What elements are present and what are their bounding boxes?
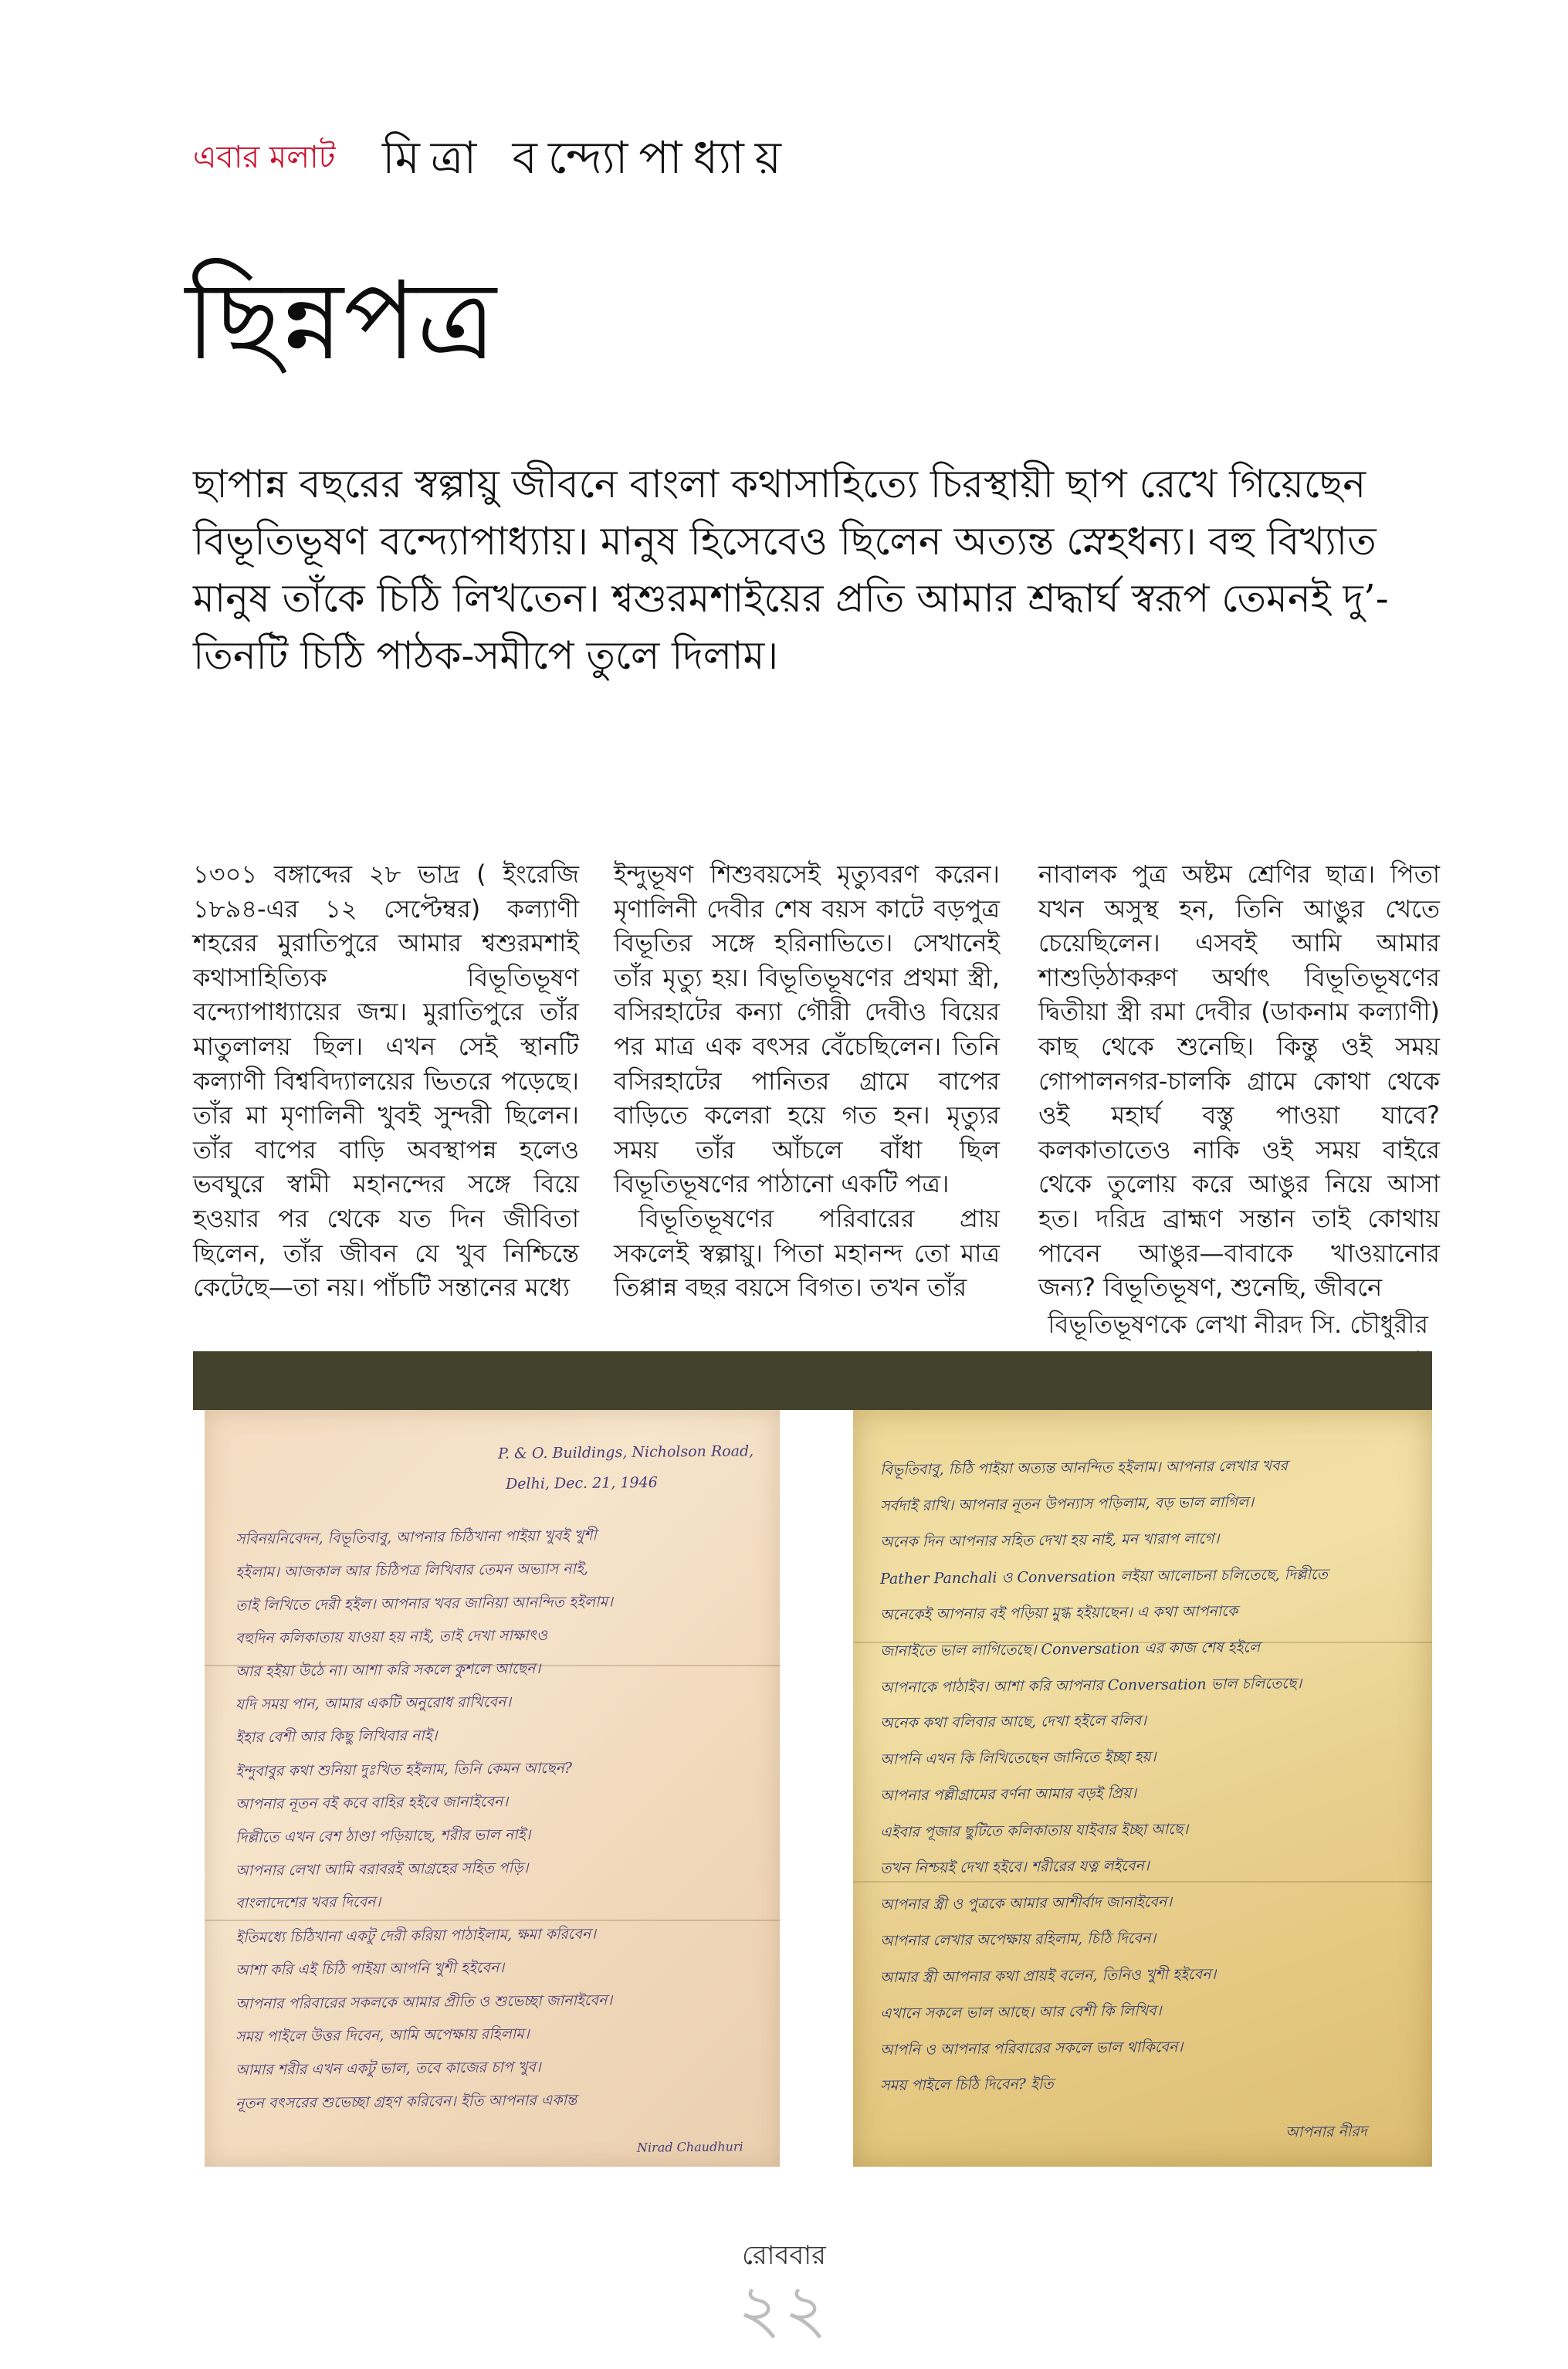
letter-line: আপনার লেখা আমি বরাবরই আগ্রহের সহিত পড়ি। [235, 1859, 529, 1879]
letters-photo [205, 1410, 1432, 2167]
letter-line: অনেক দিন আপনার সহিত দেখা হয় নাই, মন খারাপ লাগে। [879, 1530, 1220, 1551]
letter-line: সময় পাইলে উত্তর দিবেন, আমি অপেক্ষায় রহিলাম। [235, 2025, 530, 2045]
letter-line: এখানে সকলে ভাল আছে। আর বেশী কি লিখিব। [879, 2002, 1162, 2022]
handwritten-letter-1 [205, 1410, 780, 2167]
body-column-3 [1038, 857, 1440, 1305]
letter-line: অনেক কথা বলিবার আছে, দেখা হইলে বলিব। [879, 1712, 1147, 1732]
letter-line: আপনার লেখার অপেক্ষায় রহিলাম, চিঠি দিবেন। [879, 1930, 1157, 1950]
body-paragraph: নাবালক পুত্র অষ্টম শ্রেণির ছাত্র। পিতা যখন অসুস্থ হন, তিনি আঙুর খেতে চেয়েছিলেন। এসবই আমি আমার শাশুড়িঠাকরুণ অর্থাৎ বিভূতিভূষণের দ্বিতীয়া স্ত্রী রমা দেবীর (ডাকনাম কল্যাণী) কাছ থেকে শুনেছি। কিন্তু ওই সময় গোপালনগর-চালকি গ্রামে কোথা থেকে ওই মহার্ঘ বস্তু পাওয়া যাবে? কলকাতাতেও নাকি ওই সময় বাইরে থেকে তুলোয় করে আঙুর নিয়ে আসা হত। দরিদ্র ব্রাহ্মণ সন্তান তাই কোথায় পাবেন আঙুর—বাবাকে খাওয়ানোর জন্য? বিভূতিভূষণ, শুনেছি, জীবনে [1038, 859, 1440, 1303]
body-column-1 [193, 857, 579, 1305]
letter-line: আশা করি এই চিঠি পাইয়া আপনি খুশী হইবেন। [235, 1959, 505, 1979]
letter-line: এইবার পূজার ছুটিতে কলিকাতায় যাইবার ইচ্ছা আছে। [879, 1820, 1189, 1842]
letter-line: আর হইয়া উঠে না। আশা করি সকলে কুশলে আছেন। [235, 1659, 541, 1681]
letter-line: আপনার নূতন বই কবে বাহির হইবে জানাইবেন। [235, 1793, 509, 1813]
body-paragraph: ১৩০১ বঙ্গাব্দের ২৮ ভাদ্র ( ইংরেজি ১৮৯৪-এর ১২ সেপ্টেম্বর) কল্যাণী শহরের মুরাতিপুরে আমার শ্বশুরমশাই কথাসাহিত্যিক বিভূতিভূষণ বন্দ্যোপাধ্যায়ের জন্ম। মুরাতিপুরে তাঁর মাতুলালয় ছিল। এখন সেই স্থানটি কল্যাণী বিশ্ববিদ্যালয়ের ভিতরে পড়েছে। তাঁর মা মৃণালিনী খুবই সুন্দরী ছিলেন। তাঁর বাপের বাড়ি অবস্থাপন্ন হলেও ভবঘুরে স্বামী মহানন্দের সঙ্গে বিয়ে হওয়ার পর থেকে যত দিন জীবিতা ছিলেন, তাঁর জীবন যে খুব নিশ্চিন্তে কেটেছে—তা নয়। পাঁচটি সন্তানের মধ্যে [193, 859, 579, 1303]
letter-line: নূতন বৎসরের শুভেচ্ছা গ্রহণ করিবেন। ইতি আপনার একান্ত [235, 2091, 577, 2113]
letter-line: যদি সময় পান, আমার একটি অনুরোধ রাখিবেন। [235, 1693, 512, 1713]
letter-line: জানাইতে ভাল লাগিতেছে। Conversation এর কাজ শেষ হইলে [879, 1639, 1261, 1660]
article-title: ছিন্নপত্র [185, 259, 496, 385]
letter-line: ইহার বেশী আর কিছু লিখিবার নাই। [235, 1727, 438, 1747]
letter-line: আপনার স্ত্রী ও পুত্রকে আমার আশীর্বাদ জানাইবেন। [879, 1893, 1173, 1913]
letter-line: আপনি এখন কি লিখিতেছেন জানিতে ইচ্ছা হয়। [879, 1748, 1157, 1768]
letter-line: হইলাম। আজকাল আর চিঠিপত্র লিখিবার তেমন অভ্যাস নাই, [235, 1560, 588, 1581]
letter-line: আপনি ও আপনার পরিবারের সকলে ভাল থাকিবেন। [879, 2038, 1184, 2059]
letter-line: তাই লিখিতে দেরী হইল। আপনার খবর জানিয়া আনন্দিত হইলাম। [235, 1593, 614, 1615]
letter-signature: আপনার নীরদ [1285, 2123, 1367, 2141]
page-number: ২২ [737, 2271, 831, 2348]
letter-signature: Nirad Chaudhuri [636, 2139, 743, 2155]
author-name: মিত্রা বন্দ্যোপাধ্যায় [382, 131, 792, 184]
letter-line: তখন নিশ্চয়ই দেখা হইবে। শরীরের যত্ন লইবেন। [879, 1857, 1150, 1877]
handwritten-letter-2 [853, 1410, 1432, 2167]
section-tag: এবার মলাট [193, 140, 336, 175]
photo-caption: বিভূতিভূষণকে লেখা নীরদ সি. চৌধুরীর [1048, 1310, 1428, 1339]
paper-fold [853, 1881, 1432, 1883]
letter-line: সবিনয়নিবেদন, বিভূতিবাবু, আপনার চিঠিখানা পাইয়া খুবই খুশী [235, 1527, 597, 1548]
body-paragraph: বিভূতিভূষণের পরিবারের প্রায় সকলেই স্বল্পায়ু। পিতা মহানন্দ তো মাত্র তিপ্পান্ন বছর বয়সে বিগত। তখন তাঁর [614, 1203, 1000, 1303]
letter-line: বাংলাদেশের খবর দিবেন। [235, 1893, 381, 1912]
paper-fold [205, 1920, 780, 1921]
article-intro: ছাপান্ন বছরের স্বল্পায়ু জীবনে বাংলা কথাসাহিত্যে চিরস্থায়ী ছাপ রেখে গিয়েছেন বিভূতিভূষণ বন্দ্যোপাধ্যায়। মানুষ হিসেবেও ছিলেন অত্যন্ত স্নেহধন্য। বহু বিখ্যাত মানুষ তাঁকে চিঠি লিখতেন। শ্বশুরমশাইয়ের প্রতি আমার শ্রদ্ধার্ঘ স্বরূপ তেমনই দু’-তিনটি চিঠি পাঠক-সমীপে তুলে দিলাম। [193, 462, 1389, 678]
letter-line: অনেকেই আপনার বই পড়িয়া মুগ্ধ হইয়াছেন। এ কথা আপনাকে [879, 1602, 1238, 1624]
letter-line: সময় পাইলে চিঠি দিবেন? ইতি [879, 2075, 1054, 2095]
letter-line: সর্বদাই রাখি। আপনার নূতন উপন্যাস পড়িলাম, বড় ভাল লাগিল। [879, 1493, 1255, 1515]
letter-line: বিভূতিবাবু, চিঠি পাইয়া অত্যন্ত আনন্দিত হইলাম। আপনার লেখার খবর [879, 1457, 1289, 1479]
body-paragraph: ইন্দুভূষণ শিশুবয়সেই মৃত্যুবরণ করেন। মৃণালিনী দেবীর শেষ বয়স কাটে বড়পুত্র বিভূতির সঙ্গে হরিনাভিতে। সেখানেই তাঁর মৃত্যু হয়। বিভূতিভূষণের প্রথমা স্ত্রী, বসিরহাটের কন্যা গৌরী দেবীও বিয়ের পর মাত্র এক বৎসর বেঁচেছিলেন। তিনি বসিরহাটের পানিতর গ্রামে বাপের বাড়িতে কলেরা হয়ে গত হন। মৃত্যুর সময় তাঁর আঁচলে বাঁধা ছিল বিভূতিভূষণের পাঠানো একটি পত্র। [614, 859, 1000, 1199]
letter-line: আমার শরীর এখন একটু ভাল, তবে কাজের চাপ খুব। [235, 2058, 541, 2079]
photo-header-band [193, 1351, 1432, 1410]
letter-line: ইতিমধ্যে চিঠিখানা একটু দেরী করিয়া পাঠাইলাম, ক্ষমা করিবেন। [235, 1925, 597, 1947]
letter-line: বহুদিন কলিকাতায় যাওয়া হয় নাই, তাই দেখা সাক্ষাৎও [235, 1626, 548, 1648]
letter-line: দিল্লীতে এখন বেশ ঠাণ্ডা পড়িয়াছে, শরীর ভাল নাই। [235, 1825, 531, 1847]
letter-date-line: Delhi, Dec. 21, 1946 [505, 1473, 658, 1493]
letter-line: আপনাকে পাঠাইব। আশা করি আপনার Conversation ভাল চলিতেছে। [879, 1675, 1302, 1696]
letter-line: আপনার পল্লীগ্রামের বর্ণনা আমার বড়ই প্রিয়। [879, 1784, 1137, 1805]
letter-address-line: P. & O. Buildings, Nicholson Road, [497, 1442, 754, 1462]
letter-line: আপনার পরিবারের সকলকে আমার প্রীতি ও শুভেচ্ছা জানাইবেন। [235, 1991, 613, 2013]
letter-line: আমার স্ত্রী আপনার কথা প্রায়ই বলেন, তিনিও খুশী হইবেন। [879, 1965, 1217, 1987]
letter-line: ইন্দুবাবুর কথা শুনিয়া দুঃখিত হইলাম, তিনি কেমন আছেন? [235, 1759, 573, 1781]
letter-line: Pather Panchali ও Conversation লইয়া আলোচনা চলিতেছে, দিল্লীতে [879, 1565, 1328, 1588]
magazine-name: রোববার [742, 2240, 826, 2271]
body-column-2 [614, 857, 1000, 1305]
